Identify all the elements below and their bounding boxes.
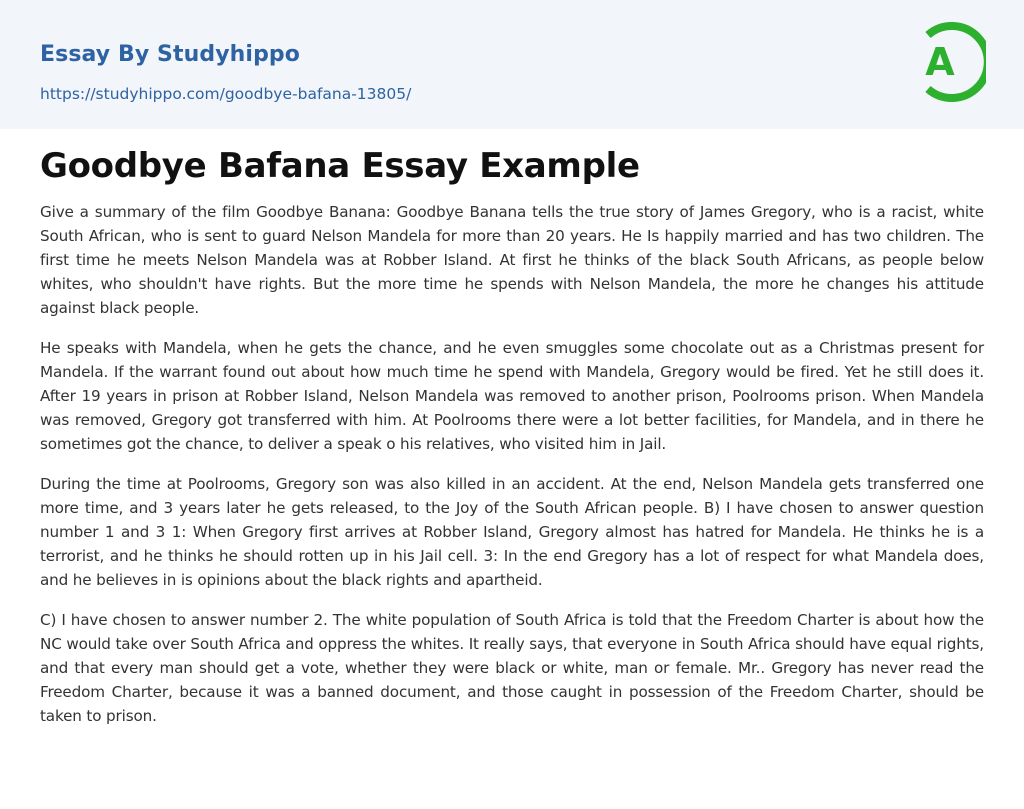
essay-body — [40, 200, 984, 744]
site-header — [0, 0, 1024, 129]
studyhippo-logo-icon[interactable] — [912, 19, 986, 105]
essay-paragraph: He speaks with Mandela, when he gets the chance, and he even smuggles some chocolate out as a Christmas present for Mandela. If the warrant found out about how much time he spend with Mandela, Gregory would be fired. Yet he still does it. After 19 years in prison at Robber Island, Nelson Mandela was removed to another prison, Poolrooms prison. When Mandela was removed, Gregory got transferred with him. At Poolrooms there were a lot better facilities, for Mandela, and in there he sometimes got the chance, to deliver a speak o his relatives, who visited him in Jail. — [40, 339, 984, 453]
essay-paragraph: During the time at Poolrooms, Gregory son was also killed in an accident. At the end, Nelson Mandela gets transferred one more time, and 3 years later he gets released, to the Joy of the South African people. B) I have chosen to answer question number 1 and 3 1: When Gregory first arrives at Robber Island, Gregory almost has hatred for Mandela. He thinks he is a terrorist, and he thinks he should rotten up in his Jail cell. 3: In the end Gregory has a lot of respect for what Mandela does, and he believes in is opinions about the black rights and apartheid. — [40, 475, 984, 589]
page-title: Goodbye Bafana Essay Example — [40, 146, 640, 186]
essay-paragraph: C) I have chosen to answer number 2. The white population of South Africa is told that the Freedom Charter is about how the NC would take over South Africa and oppress the whites. It really says, that everyone in South Africa should have equal rights, and that every man should get a vote, whether they were black or white, man or female. Mr.. Gregory has never read the Freedom Charter, because it was a banned document, and those caught in possession of the Freedom Charter, should be taken to prison. — [40, 611, 984, 725]
page-url-link[interactable]: https://studyhippo.com/goodbye-bafana-13805/ — [40, 85, 412, 103]
site-brand[interactable]: Essay By Studyhippo — [40, 42, 300, 67]
logo-letter: A — [925, 40, 955, 84]
essay-paragraph: Give a summary of the film Goodbye Banana: Goodbye Banana tells the true story of James Gregory, who is a racist, white South African, who is sent to guard Nelson Mandela for more than 20 years. He Is happily married and has two children. The first time he meets Nelson Mandela was at Robber Island. At first he thinks of the black South Africans, as people below whites, who shouldn't have rights. But the more time he spends with Nelson Mandela, the more he changes his attitude against black people. — [40, 203, 984, 317]
